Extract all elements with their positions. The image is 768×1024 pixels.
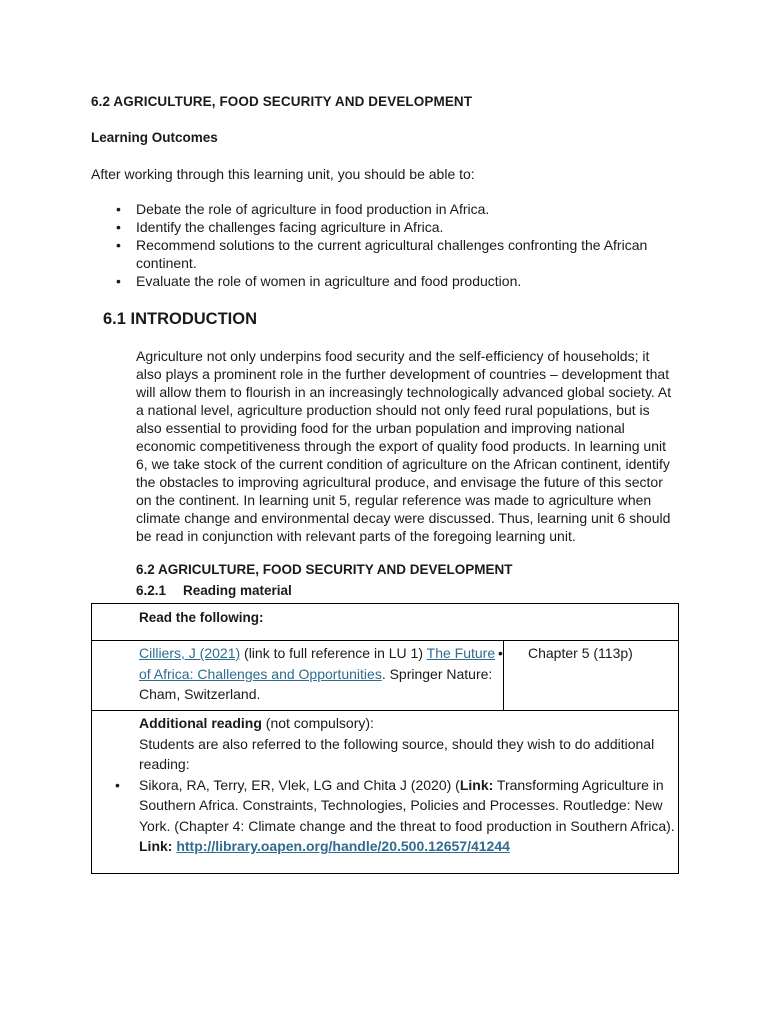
author-link[interactable]: Cilliers, J (2021) (139, 645, 241, 661)
additional-reading-heading (139, 713, 679, 734)
sikora-body: Transforming Agriculture in Southern Africa. Constraints, Technologies, Policies and Processes. Routledge: New York. (Chapter 4: Climate change and the threat to food production in Southern Africa). (139, 776, 675, 834)
read-following-label: Read the following: (139, 610, 264, 625)
list-item: • Debate the role of agriculture in food production in Africa. (136, 200, 681, 218)
bullet-icon: • (115, 776, 120, 793)
reference-note: (link to full reference in LU 1) (240, 645, 427, 661)
list-item: • Evaluate the role of women in agriculture and food production. (136, 272, 681, 290)
additional-reading-cell (115, 713, 679, 857)
chapter-text: Chapter 5 (113p) (528, 645, 633, 661)
outcomes-list (136, 200, 681, 290)
additional-reading-row (91, 710, 679, 874)
sikora-prefix: Sikora, RA, Terry, ER, Vlek, LG and Chita J (2020) ( (139, 776, 460, 793)
bullet-icon: • (498, 645, 503, 661)
unit-title: 6.2 AGRICULTURE, FOOD SECURITY AND DEVELOPMENT (91, 94, 473, 109)
sikora-reference (115, 775, 679, 857)
reading-table-row (91, 640, 679, 711)
outcomes-intro: After working through this learning unit, you should be able to: (91, 166, 475, 182)
publisher-text: . Springer Nature: Cham, Switzerland. (139, 665, 493, 702)
introduction-paragraph: Agriculture not only underpins food security and the self-efficiency of households; it also plays a prominent role in the further development of countries – development that will allow them to flourish in an increasingly technologically advanced global society. At a national level, agriculture production should not only feed rural populations, but is also essential to providing food for the urban population and improving national economic competitiveness through the export of quality food products. In learning unit 6, we take stock of the current condition of agriculture on the African continent, identify the obstacles to improving agricultural produce, and envisage the future of this sector on the continent. In learning unit 5, regular reference was made to agriculture when climate change and environmental decay were discussed. Thus, learning unit 6 should be read in conjunction with relevant parts of the foregoing learning unit. (136, 348, 672, 544)
subsection-number: 6.2.1 (136, 583, 167, 598)
additional-reading-intro: Students are also referred to the following source, should they wish to do additional reading: (139, 735, 655, 772)
introduction-heading: 6.1 INTRODUCTION (103, 310, 258, 328)
list-item: • Recommend solutions to the current agricultural challenges confronting the African continent. (136, 236, 681, 272)
additional-reading-note: (not compulsory): (261, 715, 374, 731)
reference-cell (139, 643, 499, 705)
learning-outcomes-heading: Learning Outcomes (91, 130, 218, 145)
subsection-heading (136, 582, 292, 600)
link-label: Link: (139, 838, 173, 854)
link-label: Link: (459, 776, 494, 793)
reading-table-header-row (91, 603, 679, 641)
column-divider (503, 641, 504, 711)
book-title-link[interactable]: The Future of Africa: Challenges and Opportunities (139, 645, 496, 682)
chapter-cell (498, 643, 633, 664)
oapen-url-link[interactable]: http://library.oapen.org/handle/20.500.12657/41244 (176, 838, 510, 854)
section-heading: 6.2 AGRICULTURE, FOOD SECURITY AND DEVELOPMENT (136, 562, 513, 577)
additional-reading-label: Additional reading (139, 715, 262, 731)
list-item: • Identify the challenges facing agriculture in Africa. (136, 218, 681, 236)
subsection-title: Reading material (183, 583, 292, 598)
